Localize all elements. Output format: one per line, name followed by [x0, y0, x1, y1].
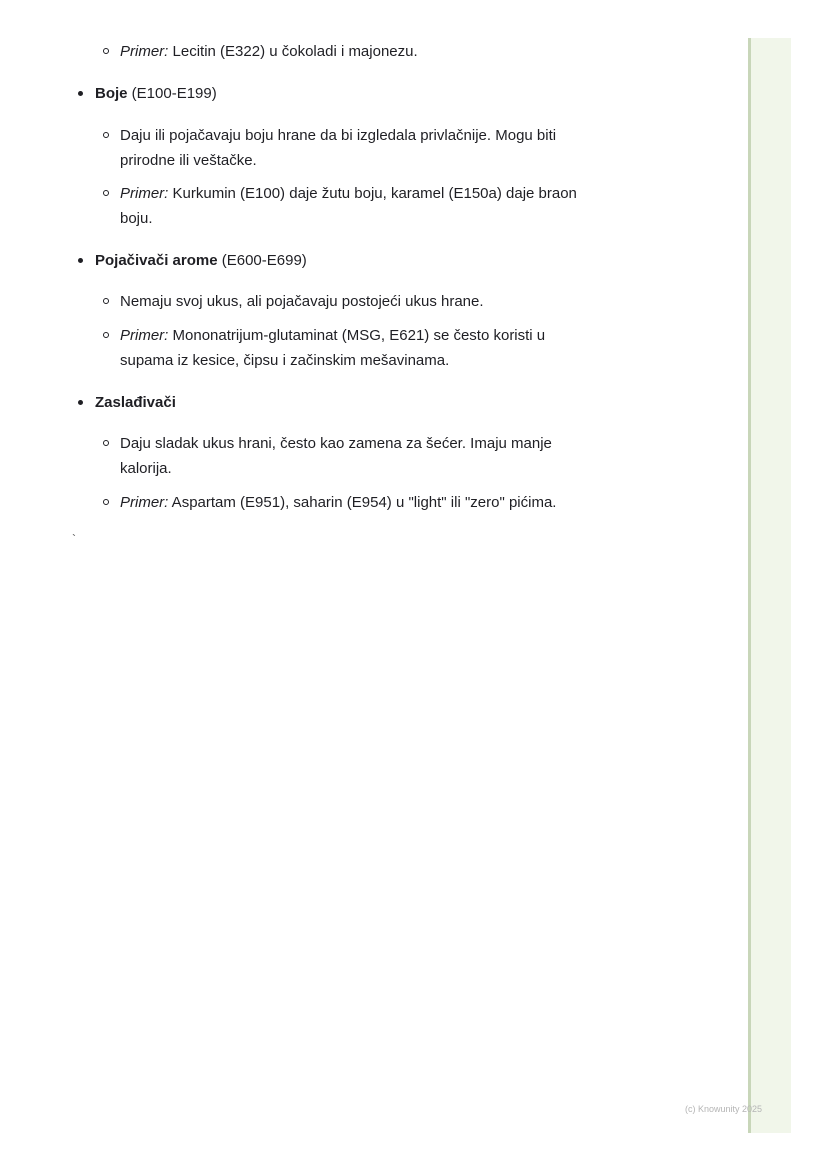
list-subitem — [120, 431, 585, 481]
list-subitem — [120, 181, 605, 231]
list-subitem — [120, 323, 590, 373]
copyright-footer: (c) Knowunity 2025 — [685, 1104, 763, 1114]
bullet-icon — [78, 258, 83, 263]
subitem-text: Kurkumin (E100) daje žutu boju, karamel (E150a) daje braon boju. — [120, 185, 577, 227]
list-item-pojacivaci-arome — [95, 248, 655, 273]
list-item-boje — [95, 81, 655, 106]
side-margin-panel — [748, 38, 791, 1133]
subitem-text: Daju sladak ukus hrani, često kao zamena za šećer. Imaju manje kalorija. — [120, 435, 552, 477]
list-subitem — [120, 490, 640, 515]
item-range: (E600-E699) — [217, 252, 307, 269]
subitem-text: Aspartam (E951), saharin (E954) u "light" ili "zero" pićima. — [168, 494, 557, 511]
item-range: (E100-E199) — [127, 85, 217, 102]
circle-bullet-icon — [103, 298, 109, 304]
item-title: Boje — [95, 85, 128, 102]
subitem-text: Daju ili pojačavaju boju hrane da bi izgledala privlačnije. Mogu biti prirodne ili veštačke. — [120, 127, 557, 169]
item-title: Pojačivači arome — [95, 252, 218, 269]
example-prefix: Primer: — [120, 327, 169, 344]
list-subitem — [120, 123, 605, 173]
circle-bullet-icon — [103, 190, 109, 196]
subitem-text: Mononatrijum-glutaminat (MSG, E621) se često koristi u supama iz kesice, čipsu i začinskim mešavinama. — [120, 327, 546, 369]
example-prefix: Primer: — [120, 185, 169, 202]
stray-backtick: ` — [72, 532, 76, 546]
subitem-text: Nemaju svoj ukus, ali pojačavaju postojeći ukus hrane. — [120, 293, 484, 310]
circle-bullet-icon — [103, 499, 109, 505]
circle-bullet-icon — [103, 332, 109, 338]
list-subitem — [120, 39, 605, 64]
list-item-zasladjivaci — [95, 390, 655, 415]
example-prefix: Primer: — [120, 494, 169, 511]
circle-bullet-icon — [103, 48, 109, 54]
item-title: Zaslađivači — [95, 394, 176, 411]
bullet-icon — [78, 400, 83, 405]
circle-bullet-icon — [103, 132, 109, 138]
subitem-text: Lecitin (E322) u čokoladi i majonezu. — [168, 43, 418, 60]
circle-bullet-icon — [103, 440, 109, 446]
example-prefix: Primer: — [120, 43, 169, 60]
bullet-icon — [78, 91, 83, 96]
list-subitem — [120, 289, 605, 314]
